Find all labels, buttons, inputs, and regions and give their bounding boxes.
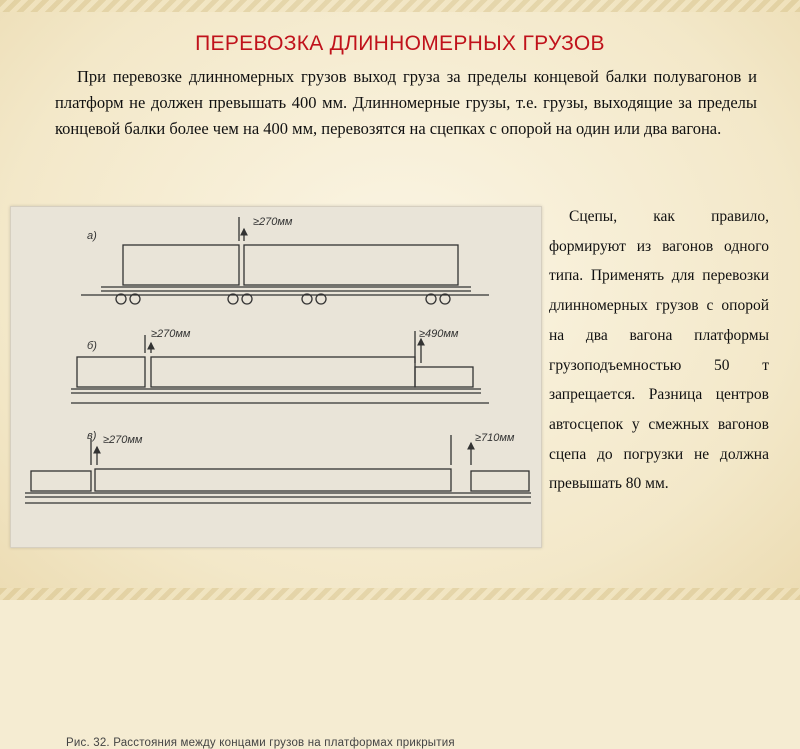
top-decorative-band: [0, 0, 800, 12]
load-a2: [244, 245, 458, 285]
load-a1: [123, 245, 239, 285]
load-b1: [77, 357, 145, 387]
panel-c-label: в): [87, 430, 97, 442]
load-c3: [471, 471, 529, 491]
side-paragraph: Сцепы, как правило, формируют из вагонов одного типа. Применять для перевозки длинномерных грузов с опорой на два вагона платформы грузоподъемностью 50 т запрещается. Разница центров автосцепок у смежных вагонов сцепа до погрузки не должна превышать 80 мм.: [549, 208, 769, 493]
figure-caption: Рис. 32. Расстояния между концами грузов на платформах прикрытия: [66, 737, 455, 749]
panel-b-label: б): [87, 340, 97, 352]
dim-a-label: ≥270мм: [253, 216, 293, 228]
load-b2: [151, 357, 415, 387]
dim-c1-label: ≥270мм: [103, 434, 143, 446]
figure-wagon-diagrams: [10, 206, 542, 749]
intro-paragraph: При перевозке длинномерных грузов выход груза за пределы концевой балки полувагонов и платформ не должен превышать 400 мм. Длинномерные грузы, т.е. грузы, выходящие за пределы концевой балки более чем на 400 мм, перевозятся на сцепках с опорой на один или два вагона.: [55, 67, 757, 138]
diagram-labels: [87, 216, 515, 446]
dim-c2-label: ≥710мм: [475, 432, 515, 444]
panel-a-label: а): [87, 230, 97, 242]
dim-b1-label: ≥270мм: [151, 328, 191, 340]
slide-title: ПЕРЕВОЗКА ДЛИННОМЕРНЫХ ГРУЗОВ: [195, 32, 605, 55]
dim-b2-label: ≥490мм: [419, 328, 459, 340]
wagon-diagram-svg: [11, 207, 541, 547]
load-c1: [31, 471, 91, 491]
diagram-drawing: [25, 217, 531, 503]
load-c2: [95, 469, 451, 491]
bottom-decorative-band: [0, 588, 800, 600]
load-b3: [415, 367, 473, 387]
